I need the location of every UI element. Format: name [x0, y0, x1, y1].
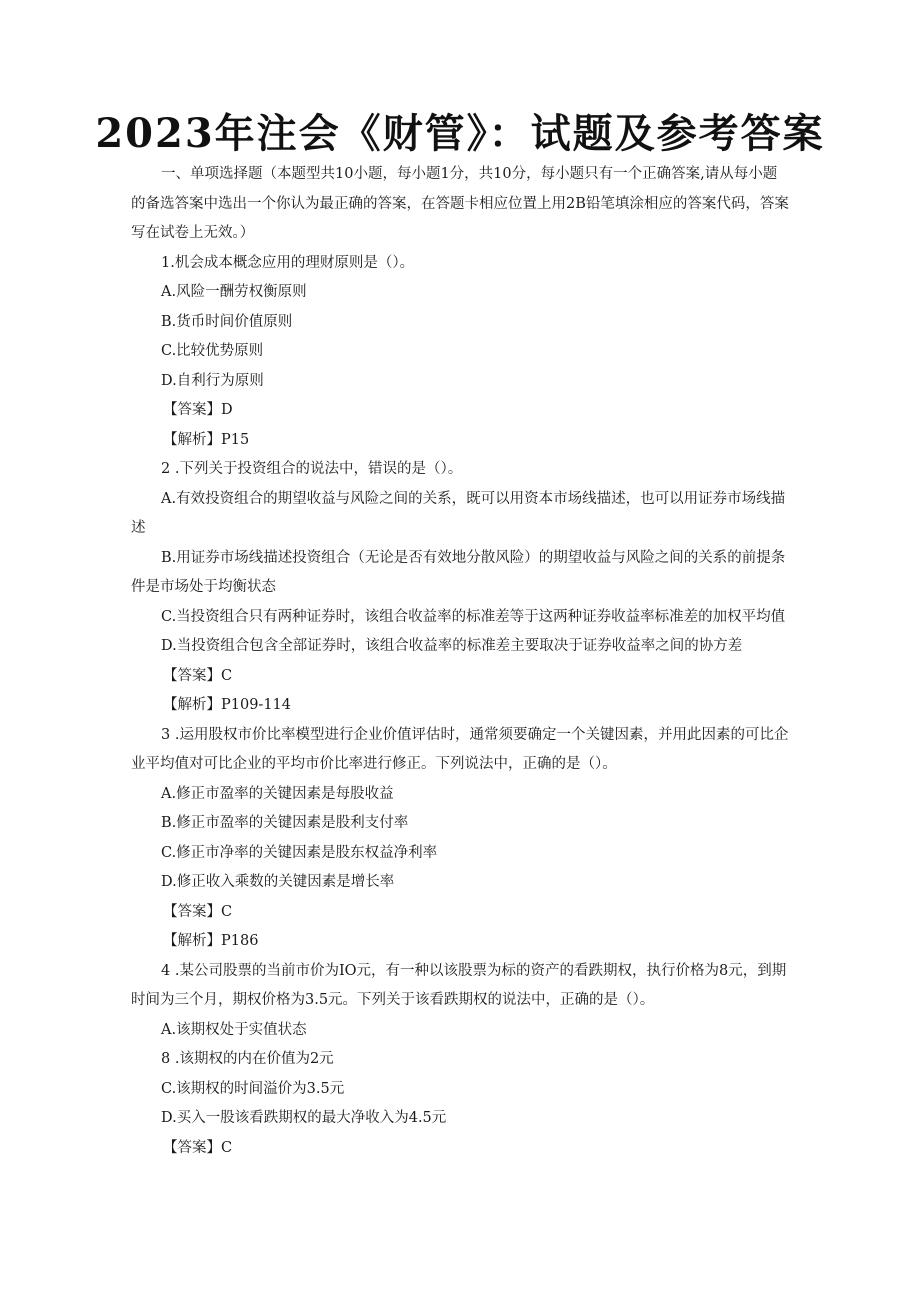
option-a: A.风险一酬劳权衡原则: [161, 284, 307, 300]
question-2: [131, 455, 791, 721]
document-body: [131, 160, 791, 1163]
analysis: 【解析】P15: [163, 431, 250, 448]
option-b: 8 .该期权的内在价值为2元: [161, 1051, 334, 1067]
option-c: C.修正市净率的关键因素是股东权益净利率: [161, 844, 438, 861]
question-stem: 2 .下列关于投资组合的说法中，错误的是（）。: [161, 461, 463, 477]
option-d: D.修正收入乘数的关键因素是增长率: [161, 874, 395, 890]
option-b: B.用证券市场线描述投资组合（无论是否有效地分散风险）的期望收益与风险之间的关系的前提条件是市场处于均衡状态: [131, 549, 786, 595]
option-c: C.该期权的时间溢价为3.5元: [161, 1080, 345, 1097]
analysis: 【解析】P186: [163, 933, 259, 949]
option-c: C.当投资组合只有两种证券时，该组合收益率的标准差等于这两种证券收益率标准差的加权平均值: [161, 608, 786, 625]
answer: 【答案】D: [163, 402, 233, 418]
analysis: 【解析】P109-114: [163, 697, 292, 713]
question-1: [131, 249, 791, 456]
question-stem: 4 .某公司股票的当前市价为IO元，有一种以该股票为标的资产的看跌期权，执行价格为8元，到期时间为三个月，期权价格为3.5元。下列关于该看跌期权的说法中，正确的是（）。: [131, 962, 787, 1008]
question-stem: 1.机会成本概念应用的理财原则是（）。: [161, 254, 415, 271]
answer: 【答案】C: [163, 667, 233, 684]
option-d: D.买入一股该看跌期权的最大净收入为4.5元: [161, 1110, 447, 1126]
answer: 【答案】C: [163, 1139, 233, 1156]
option-d: D.自利行为原则: [161, 372, 264, 389]
question-4: [131, 957, 791, 1164]
option-a: A.修正市盈率的关键因素是每股收益: [161, 785, 394, 802]
option-b: B.修正市盈率的关键因素是股利支付率: [161, 815, 409, 831]
question-stem: 3 .运用股权市价比率模型进行企业价值评估时，通常须要确定一个关键因素，并用此因素的可比企业平均值对可比企业的平均市价比率进行修正。下列说法中，正确的是（）。: [131, 726, 789, 772]
page-title: 2023年注会《财管》：试题及参考答案: [95, 110, 825, 157]
option-b: B.货币时间价值原则: [161, 313, 293, 330]
option-c: C.比较优势原则: [161, 343, 264, 359]
option-a: A.有效投资组合的期望收益与风险之间的关系，既可以用资本市场线描述，也可以用证券市场线描述: [131, 490, 786, 536]
question-3: [131, 721, 791, 957]
option-d: D.当投资组合包含全部证券时，该组合收益率的标准差主要取决于证券收益率之间的协方差: [161, 638, 743, 654]
section-intro: 一、单项选择题（本题型共10小题，每小题1分，共10分，每小题只有一个正确答案,请从每小题的备选答案中选出一个你认为最正确的答案，在答题卡相应位置上用2B铅笔填涂相应的答案代码，答案写在试卷上无效。）: [131, 166, 789, 241]
option-a: A.该期权处于实值状态: [161, 1021, 307, 1038]
answer: 【答案】C: [163, 903, 233, 920]
